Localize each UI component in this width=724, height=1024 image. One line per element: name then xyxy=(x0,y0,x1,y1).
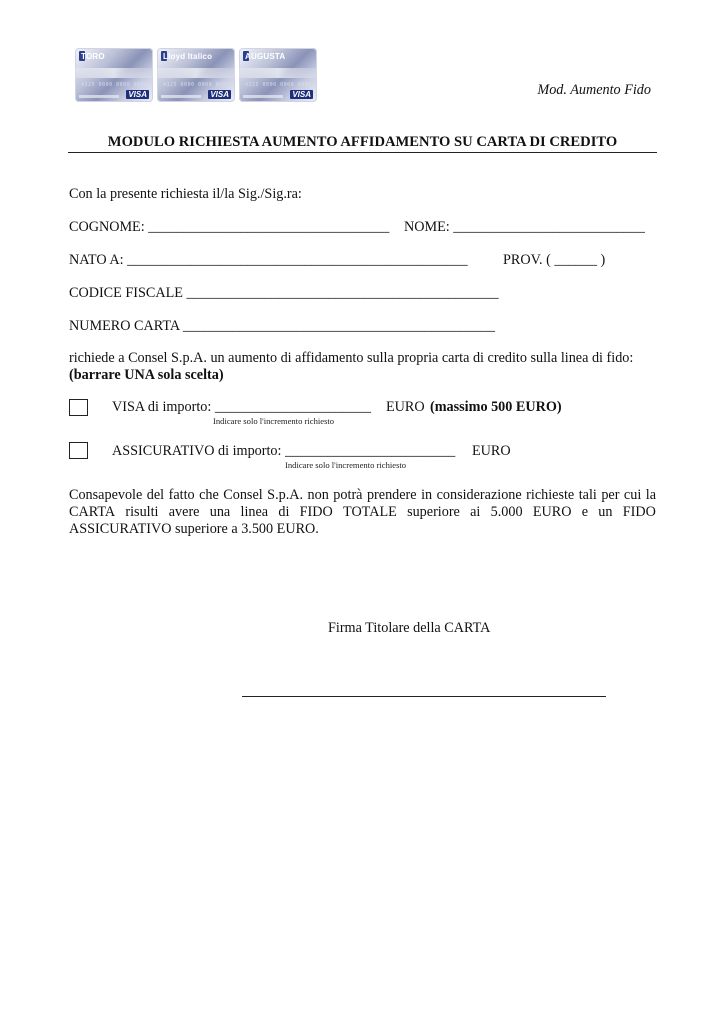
choice-note: (barrare UNA sola scelta) xyxy=(69,367,224,383)
credit-card-lloyd-italico: Lloyd Italico 4325 0000 0000 0000 VISA xyxy=(157,48,235,102)
disclaimer-word: EURO xyxy=(532,504,572,520)
card-brand: AUGUSTA xyxy=(245,52,286,61)
disclaimer-word: e xyxy=(581,504,589,520)
assicurativo-hint: Indicare solo l'incremento richiesto xyxy=(285,460,407,470)
disclaimer-word: TOTALE xyxy=(343,504,397,520)
numero-carta-field[interactable]: NUMERO CARTA ____________________________________________ xyxy=(69,318,496,334)
signature-line[interactable] xyxy=(242,696,606,697)
page-title: MODULO RICHIESTA AUMENTO AFFIDAMENTO SU CARTA DI CREDITO xyxy=(107,134,618,150)
disclaimer-word: ai xyxy=(470,504,481,520)
model-label: Mod. Aumento Fido xyxy=(537,82,651,98)
intro-text: Con la presente richiesta il/la Sig./Sig.ra: xyxy=(69,186,302,202)
visa-hint: Indicare solo l'incremento richiesto xyxy=(213,416,335,426)
signature-label: Firma Titolare della CARTA xyxy=(328,620,491,636)
credit-card-toro: TORO 4325 0000 0000 0000 VISA xyxy=(75,48,153,102)
disclaimer-line-2 xyxy=(69,504,656,521)
disclaimer-word: una xyxy=(209,504,231,520)
visa-max-note: (massimo 500 EURO) xyxy=(430,399,562,415)
disclaimer-word: superiore xyxy=(407,504,460,520)
visa-checkbox[interactable] xyxy=(69,399,88,416)
visa-amount-field[interactable]: VISA di importo: ______________________ xyxy=(112,399,371,415)
assicurativo-amount-field[interactable]: ASSICURATIVO di importo: ________________________ xyxy=(112,443,456,459)
nato-a-field[interactable]: NATO A: ________________________________________________ xyxy=(69,252,468,268)
disclaimer-word: CARTA xyxy=(69,504,116,520)
disclaimer-word: linea xyxy=(240,504,269,520)
disclaimer-word: 5.000 xyxy=(490,504,523,520)
request-text: richiede a Consel S.p.A. un aumento di affidamento sulla propria carta di credito sulla linea di fido: xyxy=(69,350,634,366)
card-brand: Lloyd Italico xyxy=(163,52,213,61)
card-brand: TORO xyxy=(81,52,105,61)
visa-logo: VISA xyxy=(210,90,229,99)
disclaimer-word: avere xyxy=(168,504,200,520)
assicurativo-currency: EURO xyxy=(472,443,511,459)
disclaimer-word: di xyxy=(278,504,290,520)
visa-logo: VISA xyxy=(128,90,147,99)
codice-fiscale-field[interactable]: CODICE FISCALE ____________________________________________ xyxy=(69,285,499,301)
prov-field[interactable]: PROV. ( ______ ) xyxy=(503,252,606,268)
disclaimer-line-3: ASSICURATIVO superiore a 3.500 EURO. xyxy=(69,521,319,537)
cognome-field[interactable]: COGNOME: __________________________________ xyxy=(69,219,390,235)
disclaimer-line-1: Consapevole del fatto che Consel S.p.A. non potrà prendere in considerazione richieste tali per cui la xyxy=(69,487,656,503)
nome-field[interactable]: NOME: ___________________________ xyxy=(404,219,645,235)
visa-currency: EURO xyxy=(386,399,425,415)
title-divider xyxy=(68,152,657,153)
credit-card-augusta: AUGUSTA 4325 0000 0000 0000 VISA xyxy=(239,48,317,102)
disclaimer-word: risulti xyxy=(125,504,159,520)
disclaimer-word: FIDO xyxy=(622,504,656,520)
disclaimer-word: un xyxy=(598,504,613,520)
assicurativo-checkbox[interactable] xyxy=(69,442,88,459)
disclaimer-word: FIDO xyxy=(299,504,333,520)
visa-logo: VISA xyxy=(292,90,311,99)
